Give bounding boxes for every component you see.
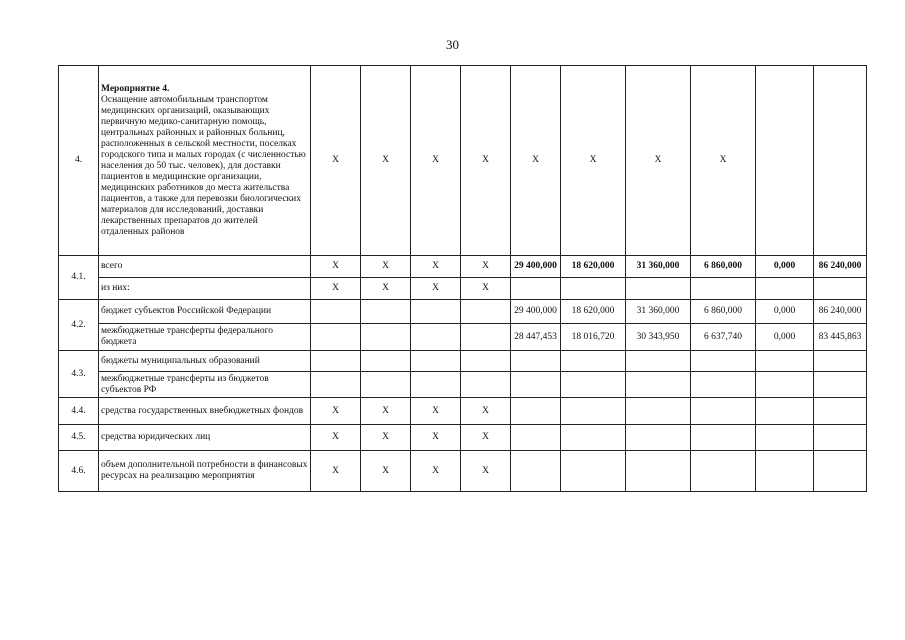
value-cell: X — [311, 398, 361, 425]
row-label: из них: — [99, 278, 311, 300]
value-cell — [511, 351, 561, 372]
row-label: межбюджетные трансферты федерального бюджета — [99, 324, 311, 351]
row-number: 4. — [59, 66, 99, 256]
row-label: всего — [99, 256, 311, 278]
table-row — [59, 398, 867, 425]
value-cell: X — [461, 425, 511, 451]
value-cell — [361, 300, 411, 324]
value-cell — [691, 351, 756, 372]
value-cell — [756, 425, 814, 451]
value-cell — [756, 66, 814, 256]
value-cell: 0,000 — [756, 256, 814, 278]
table-row — [59, 425, 867, 451]
value-cell — [626, 425, 691, 451]
table-row — [59, 256, 867, 278]
value-cell: 18 620,000 — [561, 256, 626, 278]
value-cell: X — [311, 256, 361, 278]
value-cell — [361, 372, 411, 398]
table-row — [59, 66, 867, 256]
value-cell — [311, 300, 361, 324]
funding-table — [58, 65, 867, 492]
row-label: межбюджетные трансферты из бюджетов субъектов РФ — [99, 372, 311, 398]
row-number: 4.5. — [59, 425, 99, 451]
value-cell: X — [411, 256, 461, 278]
measure-title: Мероприятие 4. — [101, 83, 170, 94]
value-cell — [311, 324, 361, 351]
value-cell: 86 240,000 — [814, 300, 867, 324]
value-cell — [561, 278, 626, 300]
value-cell: X — [461, 398, 511, 425]
table-row — [59, 351, 867, 372]
value-cell — [626, 451, 691, 492]
value-cell — [311, 351, 361, 372]
value-cell — [756, 278, 814, 300]
value-cell — [361, 351, 411, 372]
row-label: бюджеты муниципальных образований — [99, 351, 311, 372]
value-cell: 18 620,000 — [561, 300, 626, 324]
value-cell — [561, 451, 626, 492]
value-cell: X — [311, 66, 361, 256]
value-cell: X — [561, 66, 626, 256]
value-cell — [461, 372, 511, 398]
value-cell: 83 445,863 — [814, 324, 867, 351]
value-cell — [626, 278, 691, 300]
value-cell: X — [361, 278, 411, 300]
value-cell — [814, 372, 867, 398]
value-cell: 6 860,000 — [691, 300, 756, 324]
value-cell: X — [511, 66, 561, 256]
value-cell: 28 447,453 — [511, 324, 561, 351]
value-cell — [691, 425, 756, 451]
value-cell: X — [411, 398, 461, 425]
measure-description: Оснащение автомобильным транспортом медицинских организаций, оказывающих первичную медико-санитарную помощь, центральных районных и районных больниц, расположенных в сельской местности, поселках городского типа и малых городах (с численностью населения до 50 тыс. человек), для доставки пациентов в медицинские организации, медицинских работников до места жительства пациентов, а также для перевозки биологических материалов для исследований, доставки лекарственных препаратов до жителей отдаленных районов — [101, 94, 306, 237]
value-cell — [561, 425, 626, 451]
value-cell: X — [361, 66, 411, 256]
value-cell: X — [311, 278, 361, 300]
value-cell — [756, 451, 814, 492]
value-cell — [691, 278, 756, 300]
value-cell — [411, 300, 461, 324]
value-cell: 29 400,000 — [511, 300, 561, 324]
value-cell — [561, 351, 626, 372]
value-cell: 31 360,000 — [626, 300, 691, 324]
value-cell: X — [626, 66, 691, 256]
table-row — [59, 324, 867, 351]
value-cell — [756, 372, 814, 398]
value-cell — [814, 425, 867, 451]
value-cell — [511, 425, 561, 451]
table-row — [59, 278, 867, 300]
value-cell — [511, 278, 561, 300]
value-cell: X — [311, 451, 361, 492]
row-number: 4.3. — [59, 351, 99, 398]
row-number: 4.2. — [59, 300, 99, 351]
value-cell: X — [461, 451, 511, 492]
value-cell — [561, 372, 626, 398]
table-row — [59, 372, 867, 398]
value-cell — [691, 372, 756, 398]
value-cell — [411, 372, 461, 398]
value-cell: 0,000 — [756, 300, 814, 324]
value-cell: 6 637,740 — [691, 324, 756, 351]
value-cell: 0,000 — [756, 324, 814, 351]
value-cell — [814, 66, 867, 256]
table-row — [59, 451, 867, 492]
value-cell — [814, 398, 867, 425]
value-cell — [814, 451, 867, 492]
value-cell — [511, 398, 561, 425]
value-cell — [691, 451, 756, 492]
value-cell: X — [691, 66, 756, 256]
value-cell: 86 240,000 — [814, 256, 867, 278]
value-cell — [311, 372, 361, 398]
row-number: 4.4. — [59, 398, 99, 425]
value-cell — [626, 351, 691, 372]
value-cell — [626, 372, 691, 398]
value-cell — [756, 398, 814, 425]
value-cell — [511, 372, 561, 398]
value-cell — [756, 351, 814, 372]
value-cell: X — [411, 278, 461, 300]
row-label: объем дополнительной потребности в финансовых ресурсах на реализацию мероприятия — [99, 451, 311, 492]
value-cell — [561, 398, 626, 425]
value-cell — [511, 451, 561, 492]
value-cell — [461, 351, 511, 372]
value-cell: 6 860,000 — [691, 256, 756, 278]
value-cell: X — [411, 425, 461, 451]
value-cell: X — [361, 425, 411, 451]
value-cell: 31 360,000 — [626, 256, 691, 278]
page-number: 30 — [446, 37, 459, 52]
value-cell: X — [361, 451, 411, 492]
value-cell: X — [361, 398, 411, 425]
value-cell: X — [461, 278, 511, 300]
value-cell — [814, 351, 867, 372]
value-cell: X — [461, 66, 511, 256]
value-cell: 30 343,950 — [626, 324, 691, 351]
value-cell: 18 016,720 — [561, 324, 626, 351]
value-cell — [626, 398, 691, 425]
value-cell — [461, 324, 511, 351]
value-cell — [691, 398, 756, 425]
value-cell: X — [411, 66, 461, 256]
value-cell: 29 400,000 — [511, 256, 561, 278]
value-cell — [461, 300, 511, 324]
row-label: средства государственных внебюджетных фондов — [99, 398, 311, 425]
row-number: 4.6. — [59, 451, 99, 492]
value-cell — [411, 324, 461, 351]
row-label: средства юридических лиц — [99, 425, 311, 451]
row-number: 4.1. — [59, 256, 99, 300]
value-cell — [361, 324, 411, 351]
value-cell: X — [461, 256, 511, 278]
value-cell — [814, 278, 867, 300]
value-cell: X — [361, 256, 411, 278]
value-cell: X — [311, 425, 361, 451]
value-cell: X — [411, 451, 461, 492]
table-row — [59, 300, 867, 324]
value-cell — [411, 351, 461, 372]
row-label: бюджет субъектов Российской Федерации — [99, 300, 311, 324]
measure-cell — [99, 66, 311, 256]
